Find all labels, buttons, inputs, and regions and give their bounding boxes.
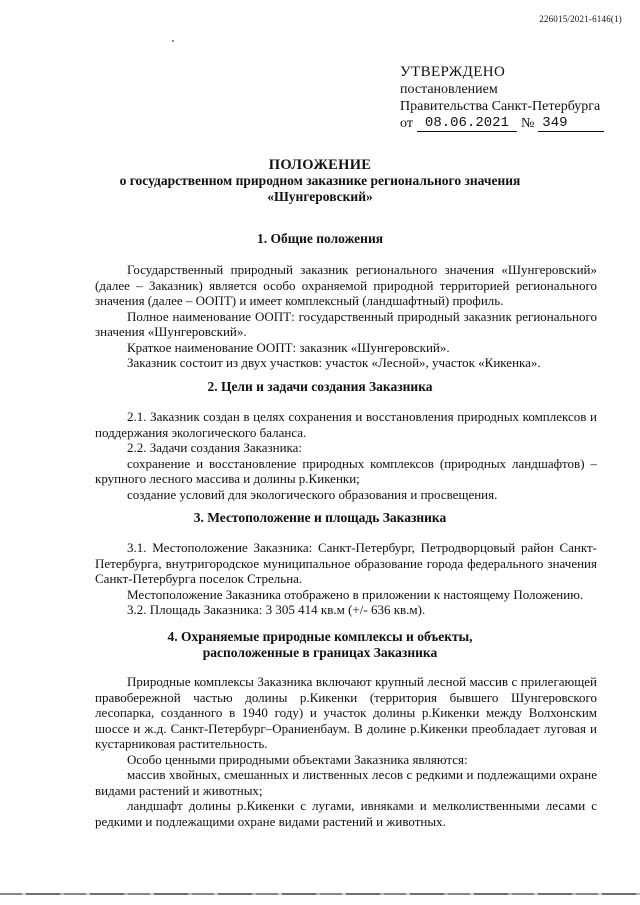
scan-bottom-edge [0,893,640,895]
paragraph: Заказник состоит из двух участков: участок «Лесной», участок «Кикенка». [127,355,541,370]
title-line-3: «Шунгеровский» [267,189,373,204]
approval-date-number-line [400,115,630,132]
approval-line-government: Правительства Санкт-Петербурга [400,99,601,114]
paragraph: ландшафт долины р.Кикенки с лугами, ивняками и мелколиственными лесами с редкими и подлежащими охране видами растений и животных. [95,798,597,829]
scan-speck [172,40,174,42]
paragraph: Природные комплексы Заказника включают крупный лесной массив с прилегающей правобережной частью долины р.Кикенки (территория бывшего Шунгеровского лесопарка, созданного в 1940 году) и участок долины р.Кикенки между Волхонским шоссе и ж.д. Санкт-Петербург–Ораниенбаум. В долине р.Кикенки преобладает луговая и кустарниковая растительность. [95,674,597,751]
document-title [0,157,640,205]
section-3-heading: 3. Местоположение и площадь Заказника [193,510,447,525]
paragraph: Особо ценными природными объектами Заказника являются: [127,751,468,767]
approval-heading: УТВЕРЖДЕНО [400,64,506,80]
paragraph: массив хвойных, смешанных и лиственных лесов с редкими и подлежащими охране видами растений и животных; [95,767,597,798]
section-2-heading: 2. Цели и задачи создания Заказника [207,379,433,394]
document-number: 226015/2021-6146(1) [539,14,622,24]
section-2-body [95,409,597,502]
section-4-heading-line-2: расположенные в границах Заказника [202,645,438,660]
paragraph: Местоположение Заказника отображено в приложении к настоящему Положению. [127,586,584,602]
paragraph: 2.2. Задачи создания Заказника: [127,440,303,455]
title-line-1: ПОЛОЖЕНИЕ [268,157,372,173]
approval-stamp [400,64,630,132]
paragraph: 3.2. Площадь Заказника: 3 305 414 кв.м (+/- 636 кв.м). [127,602,426,617]
paragraph: 2.1. Заказник создан в целях сохранения и восстановления природных комплексов и поддержания экологического баланса. [95,409,597,440]
section-4-body [95,674,597,829]
section-1-body [95,262,597,371]
section-3-body [95,540,597,618]
from-label: от [400,116,413,131]
paragraph: создание условий для экологического образования и просвещения. [127,486,498,502]
title-line-2: о государственном природном заказнике регионального значения [119,173,521,188]
section-4-heading [0,629,640,661]
paragraph: Краткое наименование ООПТ: заказник «Шунгеровский». [127,339,450,355]
approval-number: 349 [538,116,604,132]
section-1-heading: 1. Общие положения [256,231,384,246]
number-label: № [520,116,535,131]
paragraph: сохранение и восстановление природных комплексов (природных ландшафтов) – крупного лесного массива и долины р.Кикенки; [95,455,597,486]
approval-line-decree: постановлением [400,82,498,97]
paragraph: 3.1. Местоположение Заказника: Санкт-Петербург, Петродворцовый район Санкт-Петербурга, внутригородское муниципальное образование города федерального значения Санкт-Петербурга поселок Стрельна. [95,540,597,586]
approval-date: 08.06.2021 [417,116,517,132]
paragraph: Государственный природный заказник регионального значения «Шунгеровский» (далее – Заказник) является особо охраняемой природной территорией регионального значения (далее – ООПТ) и имеет комплексный (ландшафтный) профиль. [95,262,597,308]
section-4-heading-line-1: 4. Охраняемые природные комплексы и объекты, [167,629,473,644]
paragraph: Полное наименование ООПТ: государственный природный заказник регионального значения «Шунгеровский». [95,308,597,339]
